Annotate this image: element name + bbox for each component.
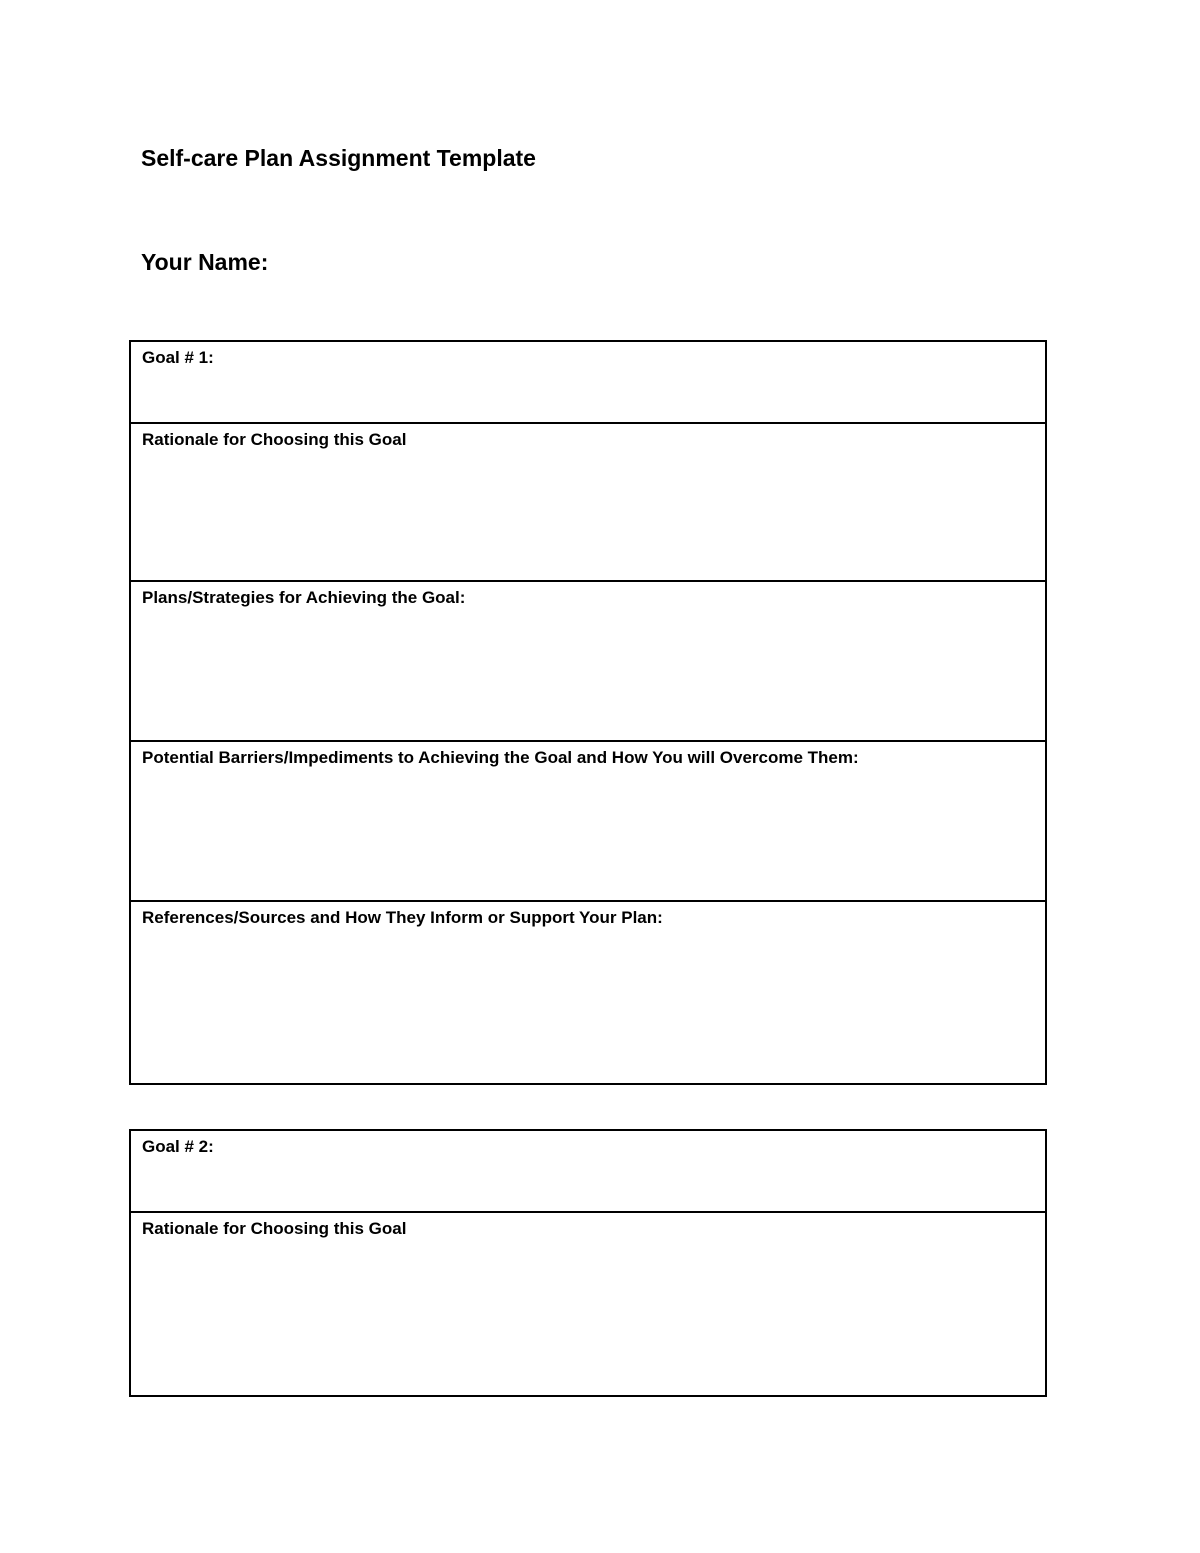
goal-1-cell[interactable]	[131, 342, 1045, 424]
goal-1-rationale-cell[interactable]	[131, 424, 1045, 582]
goal-1-references-label: References/Sources and How They Inform or Support Your Plan:	[142, 908, 663, 927]
goal-2-table	[129, 1129, 1047, 1397]
goal-1-table	[129, 340, 1047, 1085]
goal-2-cell[interactable]	[131, 1131, 1045, 1213]
goal-1-barriers-cell[interactable]	[131, 742, 1045, 902]
goal-2-rationale-cell[interactable]	[131, 1213, 1045, 1395]
goal-1-references-cell[interactable]	[131, 902, 1045, 1083]
goal-1-plans-cell[interactable]	[131, 582, 1045, 742]
goal-1-label: Goal # 1:	[142, 348, 214, 367]
goal-2-label: Goal # 2:	[142, 1137, 214, 1156]
goal-1-plans-label: Plans/Strategies for Achieving the Goal:	[142, 588, 466, 607]
your-name-label: Your Name:	[141, 249, 269, 275]
goal-1-barriers-label: Potential Barriers/Impediments to Achieving the Goal and How You will Overcome Them:	[142, 748, 859, 767]
document-title: Self-care Plan Assignment Template	[141, 145, 536, 171]
goal-1-rationale-label: Rationale for Choosing this Goal	[142, 430, 407, 449]
goal-2-rationale-label: Rationale for Choosing this Goal	[142, 1219, 407, 1238]
